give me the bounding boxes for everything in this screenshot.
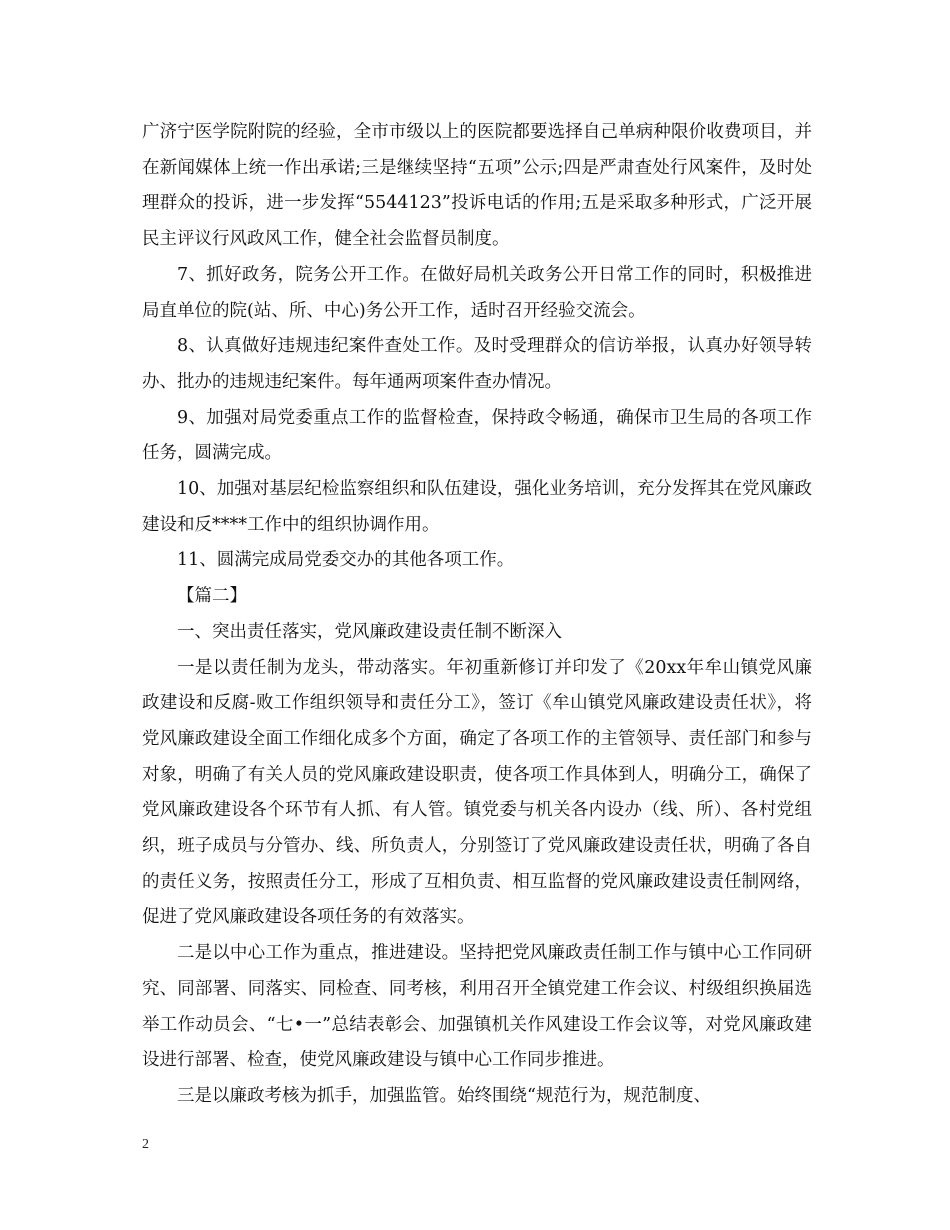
paragraph-8: 二是以中心工作为重点，推进建设。坚持把党风廉政责任制工作与镇中心工作同研究、同部署、同落实、同检查、同考核，利用召开全镇党建工作会议、村级组织换届选举工作动员会、“七•一”总结表彰会、加强镇机关作风建设工作会议等，对党风廉政建设进行部署、检查，使党风廉政建设与镇中心工作同步推进。 [142,943,812,1071]
paragraph-4: 9、加强对局党委重点工作的监督检查，保持政令畅通，确保市卫生局的各项工作任务，圆满完成。 [142,407,812,464]
paragraph-1: 广济宁医学院附院的经验，全市市级以上的医院都要选择自己单病种限价收费项目，并在新闻媒体上统一作出承诺;三是继续坚持“五项”公示;四是严肃查处行风案件，及时处理群众的投诉，进一步发挥“5544123”投诉电话的作用;五是采取多种形式，广泛开展民主评议行风政风工作，健全社会监督员制度。 [142,122,812,250]
section-heading: 【篇二】 [177,586,247,607]
paragraph-7: 一是以责任制为龙头，带动落实。年初重新修订并印发了《20xx年牟山镇党风廉政建设和反腐-败工作组织领导和责任分工》，签订《牟山镇党风廉政建设责任状》，将党风廉政建设全面工作细化成多个方面，确定了各项工作的主管领导、责任部门和参与对象，明确了有关人员的党风廉政建设职责，使各项工作具体到人，明确分工，确保了党风廉政建设各个环节有人抓、有人管。镇党委与机关各内设办（线、所）、各村党组织，班子成员与分管办、线、所负责人，分别签订了党风廉政建设责任状，明确了各自的责任义务，按照责任分工，形成了互相负责、相互监督的党风廉政建设责任制网络，促进了党风廉政建设各项任务的有效落实。 [142,657,812,928]
page-number: 2 [142,1137,149,1152]
subsection-heading: 一、突出责任落实，党风廉政建设责任制不断深入 [177,621,562,642]
paragraph-6: 11、圆满完成局党委交办的其他各项工作。 [177,550,515,571]
document-body [142,115,812,1115]
paragraph-9: 三是以廉政考核为抓手，加强监管。始终围绕“规范行为，规范制度、 [177,1085,711,1106]
paragraph-5: 10、加强对基层纪检监察组织和队伍建设，强化业务培训，充分发挥其在党风廉政建设和反****工作中的组织协调作用。 [142,479,812,535]
paragraph-3: 8、认真做好违规违纪案件查处工作。及时受理群众的信访举报，认真办好领导转办、批办的违规违纪案件。每年通两项案件查办情况。 [142,336,812,392]
paragraph-2: 7、抓好政务，院务公开工作。在做好局机关政务公开日常工作的同时，积极推进局直单位的院(站、所、中心)务公开工作，适时召开经验交流会。 [142,264,812,321]
